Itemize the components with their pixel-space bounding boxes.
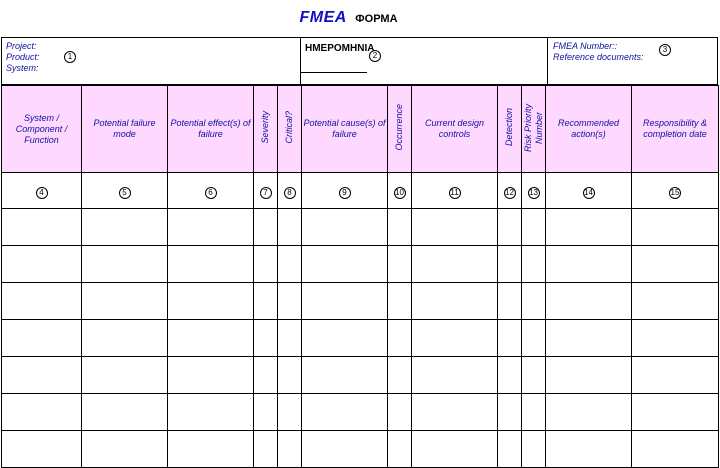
marker-2: 2 [369,50,381,62]
marker-10: 10 [395,187,404,197]
marker-cell [412,173,498,209]
table-cell[interactable] [546,431,632,468]
table-cell[interactable] [412,394,498,431]
table-cell[interactable] [82,320,168,357]
table-cell[interactable] [254,209,278,246]
table-cell[interactable] [522,394,546,431]
table-cell[interactable] [278,209,302,246]
table-cell[interactable] [632,431,719,468]
table-cell[interactable] [498,246,522,283]
table-cell[interactable] [546,320,632,357]
col-header-recommended-actions: Recommended action(s) [546,86,632,173]
project-info-cell[interactable] [1,37,301,85]
table-cell[interactable] [278,246,302,283]
table-cell[interactable] [632,320,719,357]
col-header-current-design-controls: Current design controls [412,86,498,173]
table-cell[interactable] [498,320,522,357]
marker-cell [254,173,278,209]
table-cell[interactable] [388,357,412,394]
table-cell[interactable] [498,394,522,431]
marker-3: 3 [659,44,671,56]
table-cell[interactable] [278,283,302,320]
table-cell[interactable] [254,320,278,357]
table-cell[interactable] [82,394,168,431]
marker-5: 5 [119,187,131,199]
table-cell[interactable] [522,320,546,357]
table-cell[interactable] [632,283,719,320]
marker-cell [522,173,546,209]
table-cell[interactable] [498,283,522,320]
table-cell[interactable] [2,246,82,283]
table-cell[interactable] [632,209,719,246]
table-cell[interactable] [254,283,278,320]
col-header-critical: Critical? [278,86,302,173]
table-cell[interactable] [388,283,412,320]
table-cell[interactable] [522,357,546,394]
table-cell[interactable] [388,209,412,246]
table-cell[interactable] [168,209,254,246]
date-underline [301,72,367,73]
col-header-severity: Severity [254,86,278,173]
marker-1: 1 [64,51,76,63]
header-info-row [1,37,718,86]
table-cell[interactable] [254,246,278,283]
table-cell[interactable] [632,394,719,431]
marker-15: 15 [670,187,680,197]
table-cell[interactable] [388,394,412,431]
marker-13: 13 [529,187,538,197]
table-cell[interactable] [388,431,412,468]
table-row [2,357,719,394]
marker-cell [82,173,168,209]
table-cell[interactable] [498,431,522,468]
marker-cell [546,173,632,209]
table-cell[interactable] [2,320,82,357]
table-cell[interactable] [412,246,498,283]
date-label: ΗΜΕΡΟΜΗΝΙΑ [305,43,375,54]
table-cell[interactable] [82,283,168,320]
marker-cell [302,173,388,209]
table-cell[interactable] [302,320,388,357]
table-cell[interactable] [2,283,82,320]
marker-11: 11 [450,187,459,197]
marker-cell [632,173,719,209]
table-cell[interactable] [82,246,168,283]
table-cell[interactable] [632,357,719,394]
table-cell[interactable] [546,394,632,431]
col-header-responsibility-completion-date: Responsibility & completion date [632,86,719,173]
column-header-row [2,86,719,173]
col-header-risk-priority-number: Risk Priority Number [522,86,546,173]
table-cell[interactable] [168,246,254,283]
table-cell[interactable] [278,357,302,394]
marker-cell [168,173,254,209]
table-row [2,283,719,320]
col-header-potential-failure-mode: Potential failure mode [82,86,168,173]
table-cell[interactable] [412,357,498,394]
marker-9: 9 [339,187,351,199]
table-cell[interactable] [546,283,632,320]
product-label: Product: [6,52,40,62]
table-cell[interactable] [302,209,388,246]
fmea-number-cell[interactable] [547,37,718,85]
table-cell[interactable] [278,431,302,468]
col-header-occurrence: Occurrence [388,86,412,173]
table-cell[interactable] [412,431,498,468]
table-cell[interactable] [302,246,388,283]
col-header-detection: Detection [498,86,522,173]
form-title-main: FMEA [299,9,347,26]
marker-7: 7 [260,187,272,199]
marker-cell [498,173,522,209]
table-cell[interactable] [302,431,388,468]
form-title-sub: ФОРМА [355,13,398,25]
table-cell[interactable] [2,209,82,246]
table-cell[interactable] [168,394,254,431]
table-row [2,209,719,246]
reference-documents-label: Reference documents: [553,52,644,62]
table-cell[interactable] [168,283,254,320]
marker-cell [2,173,82,209]
table-cell[interactable] [168,431,254,468]
table-cell[interactable] [546,246,632,283]
table-row [2,246,719,283]
table-cell[interactable] [412,209,498,246]
table-cell[interactable] [302,394,388,431]
table-cell[interactable] [82,209,168,246]
table-row [2,320,719,357]
table-row [2,394,719,431]
table-cell[interactable] [168,320,254,357]
marker-8: 8 [284,187,296,199]
table-cell[interactable] [82,357,168,394]
table-cell[interactable] [278,394,302,431]
table-cell[interactable] [522,283,546,320]
marker-14: 14 [584,187,593,197]
marker-12: 12 [505,187,514,197]
table-cell[interactable] [302,283,388,320]
table-cell[interactable] [522,246,546,283]
fmea-number-label: FMEA Number:: [553,41,618,51]
table-cell[interactable] [2,357,82,394]
table-cell[interactable] [546,209,632,246]
table-cell[interactable] [168,357,254,394]
table-cell[interactable] [522,431,546,468]
col-header-potential-effects: Potential effect(s) of failure [168,86,254,173]
table-cell[interactable] [254,394,278,431]
fmea-table [1,85,719,468]
marker-4: 4 [36,187,48,199]
table-cell[interactable] [254,431,278,468]
project-label: Project: [6,41,37,51]
form-title [0,9,697,27]
table-cell[interactable] [412,320,498,357]
col-header-system-component-function: System / Component / Function [2,86,82,173]
marker-cell [388,173,412,209]
table-cell[interactable] [302,357,388,394]
table-cell[interactable] [278,320,302,357]
table-row [2,431,719,468]
marker-row [2,173,719,209]
table-cell[interactable] [2,394,82,431]
table-cell[interactable] [412,283,498,320]
table-cell[interactable] [498,357,522,394]
table-cell[interactable] [522,209,546,246]
marker-6: 6 [205,187,217,199]
table-cell[interactable] [82,431,168,468]
marker-cell [278,173,302,209]
col-header-potential-causes: Potential cause(s) of failure [302,86,388,173]
table-cell[interactable] [498,209,522,246]
table-cell[interactable] [388,246,412,283]
table-cell[interactable] [254,357,278,394]
system-label: System: [6,63,39,73]
table-cell[interactable] [546,357,632,394]
table-cell[interactable] [632,246,719,283]
table-cell[interactable] [2,431,82,468]
date-cell[interactable] [300,37,548,85]
table-cell[interactable] [388,320,412,357]
